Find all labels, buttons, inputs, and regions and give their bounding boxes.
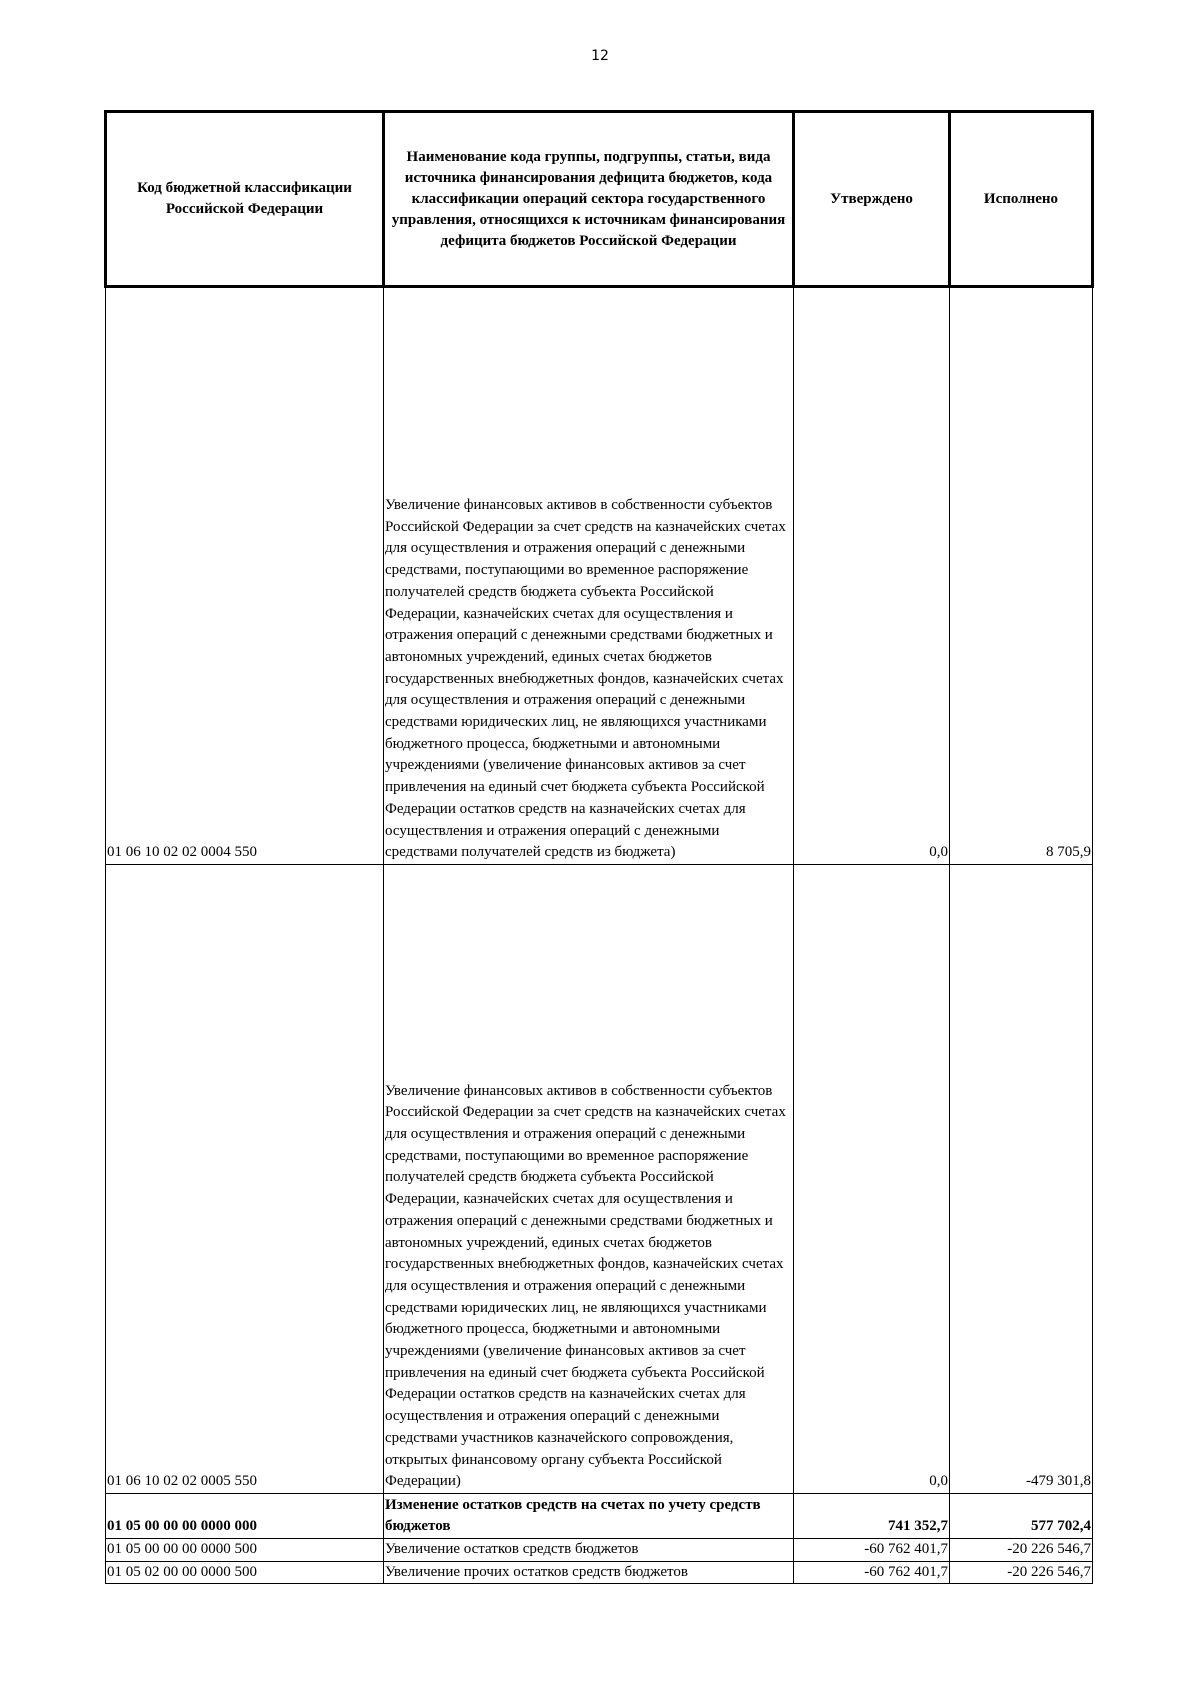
header-approved: Утверждено (794, 112, 950, 287)
row-executed: 577 702,4 (950, 1494, 1093, 1539)
row-name: Увеличение финансовых активов в собственности субъектов Российской Федерации за счет средств на казначейских счетах для осуществления и отражения операций с денежными средствами, поступающими во временное распоряжение получателей средств бюджета субъекта Российской Федерации, казначейских счетах для осуществления и отражения операций с денежными средствами бюджетных и автономных учреждений, единых счетах бюджетов государственных внебюджетных фондов, казначейских счетах для осуществления и отражения операций с денежными средствами юридических лиц, не являющихся участниками бюджетного процесса, бюджетными и автономными учреждениями (увеличение финансовых активов за счет привлечения на единый счет бюджета субъекта Российской Федерации остатков средств на казначейских счетах для осуществления и отражения операций с денежными средствами участников казначейского сопровождения, открытых финансовому органу субъекта Российской Федерации) (384, 865, 794, 1494)
row-code: 01 05 00 00 00 0000 000 (106, 1494, 384, 1539)
row-code: 01 05 02 00 00 0000 500 (106, 1561, 384, 1584)
table-row (106, 865, 1093, 1494)
table-row (106, 1561, 1093, 1584)
row-name: Увеличение прочих остатков средств бюджетов (384, 1561, 794, 1584)
row-name: Изменение остатков средств на счетах по учету средств бюджетов (384, 1494, 794, 1539)
row-code: 01 05 00 00 00 0000 500 (106, 1539, 384, 1562)
row-approved: -60 762 401,7 (794, 1561, 950, 1584)
header-name: Наименование кода группы, подгруппы, статьи, вида источника финансирования дефицита бюджетов, кода классификации операций сектора государственного управления, относящихся к источникам финансирования дефицита бюджетов Российской Федерации (384, 112, 794, 287)
table-row (106, 1494, 1093, 1539)
row-executed: 8 705,9 (950, 287, 1093, 865)
row-approved: 0,0 (794, 865, 950, 1494)
table-row (106, 287, 1093, 865)
row-executed: -20 226 546,7 (950, 1539, 1093, 1562)
row-code: 01 06 10 02 02 0004 550 (106, 287, 384, 865)
header-executed: Исполнено (950, 112, 1093, 287)
row-executed: -479 301,8 (950, 865, 1093, 1494)
table-header-row (106, 112, 1093, 287)
row-name: Увеличение остатков средств бюджетов (384, 1539, 794, 1562)
row-code: 01 06 10 02 02 0005 550 (106, 865, 384, 1494)
row-name: Увеличение финансовых активов в собственности субъектов Российской Федерации за счет средств на казначейских счетах для осуществления и отражения операций с денежными средствами, поступающими во временное распоряжение получателей средств бюджета субъекта Российской Федерации, казначейских счетах для осуществления и отражения операций с денежными средствами бюджетных и автономных учреждений, единых счетах бюджетов государственных внебюджетных фондов, казначейских счетах для осуществления и отражения операций с денежными средствами юридических лиц, не являющихся участниками бюджетного процесса, бюджетными и автономными учреждениями (увеличение финансовых активов за счет привлечения на единый счет бюджета субъекта Российской Федерации остатков средств на казначейских счетах для осуществления и отражения операций с денежными средствами получателей средств из бюджета) (384, 287, 794, 865)
page-number: 12 (591, 48, 609, 64)
budget-sources-table (104, 110, 1094, 1584)
row-approved: 741 352,7 (794, 1494, 950, 1539)
header-code: Код бюджетной классификации Российской Федерации (106, 112, 384, 287)
row-executed: -20 226 546,7 (950, 1561, 1093, 1584)
row-approved: 0,0 (794, 287, 950, 865)
table-row (106, 1539, 1093, 1562)
row-approved: -60 762 401,7 (794, 1539, 950, 1562)
